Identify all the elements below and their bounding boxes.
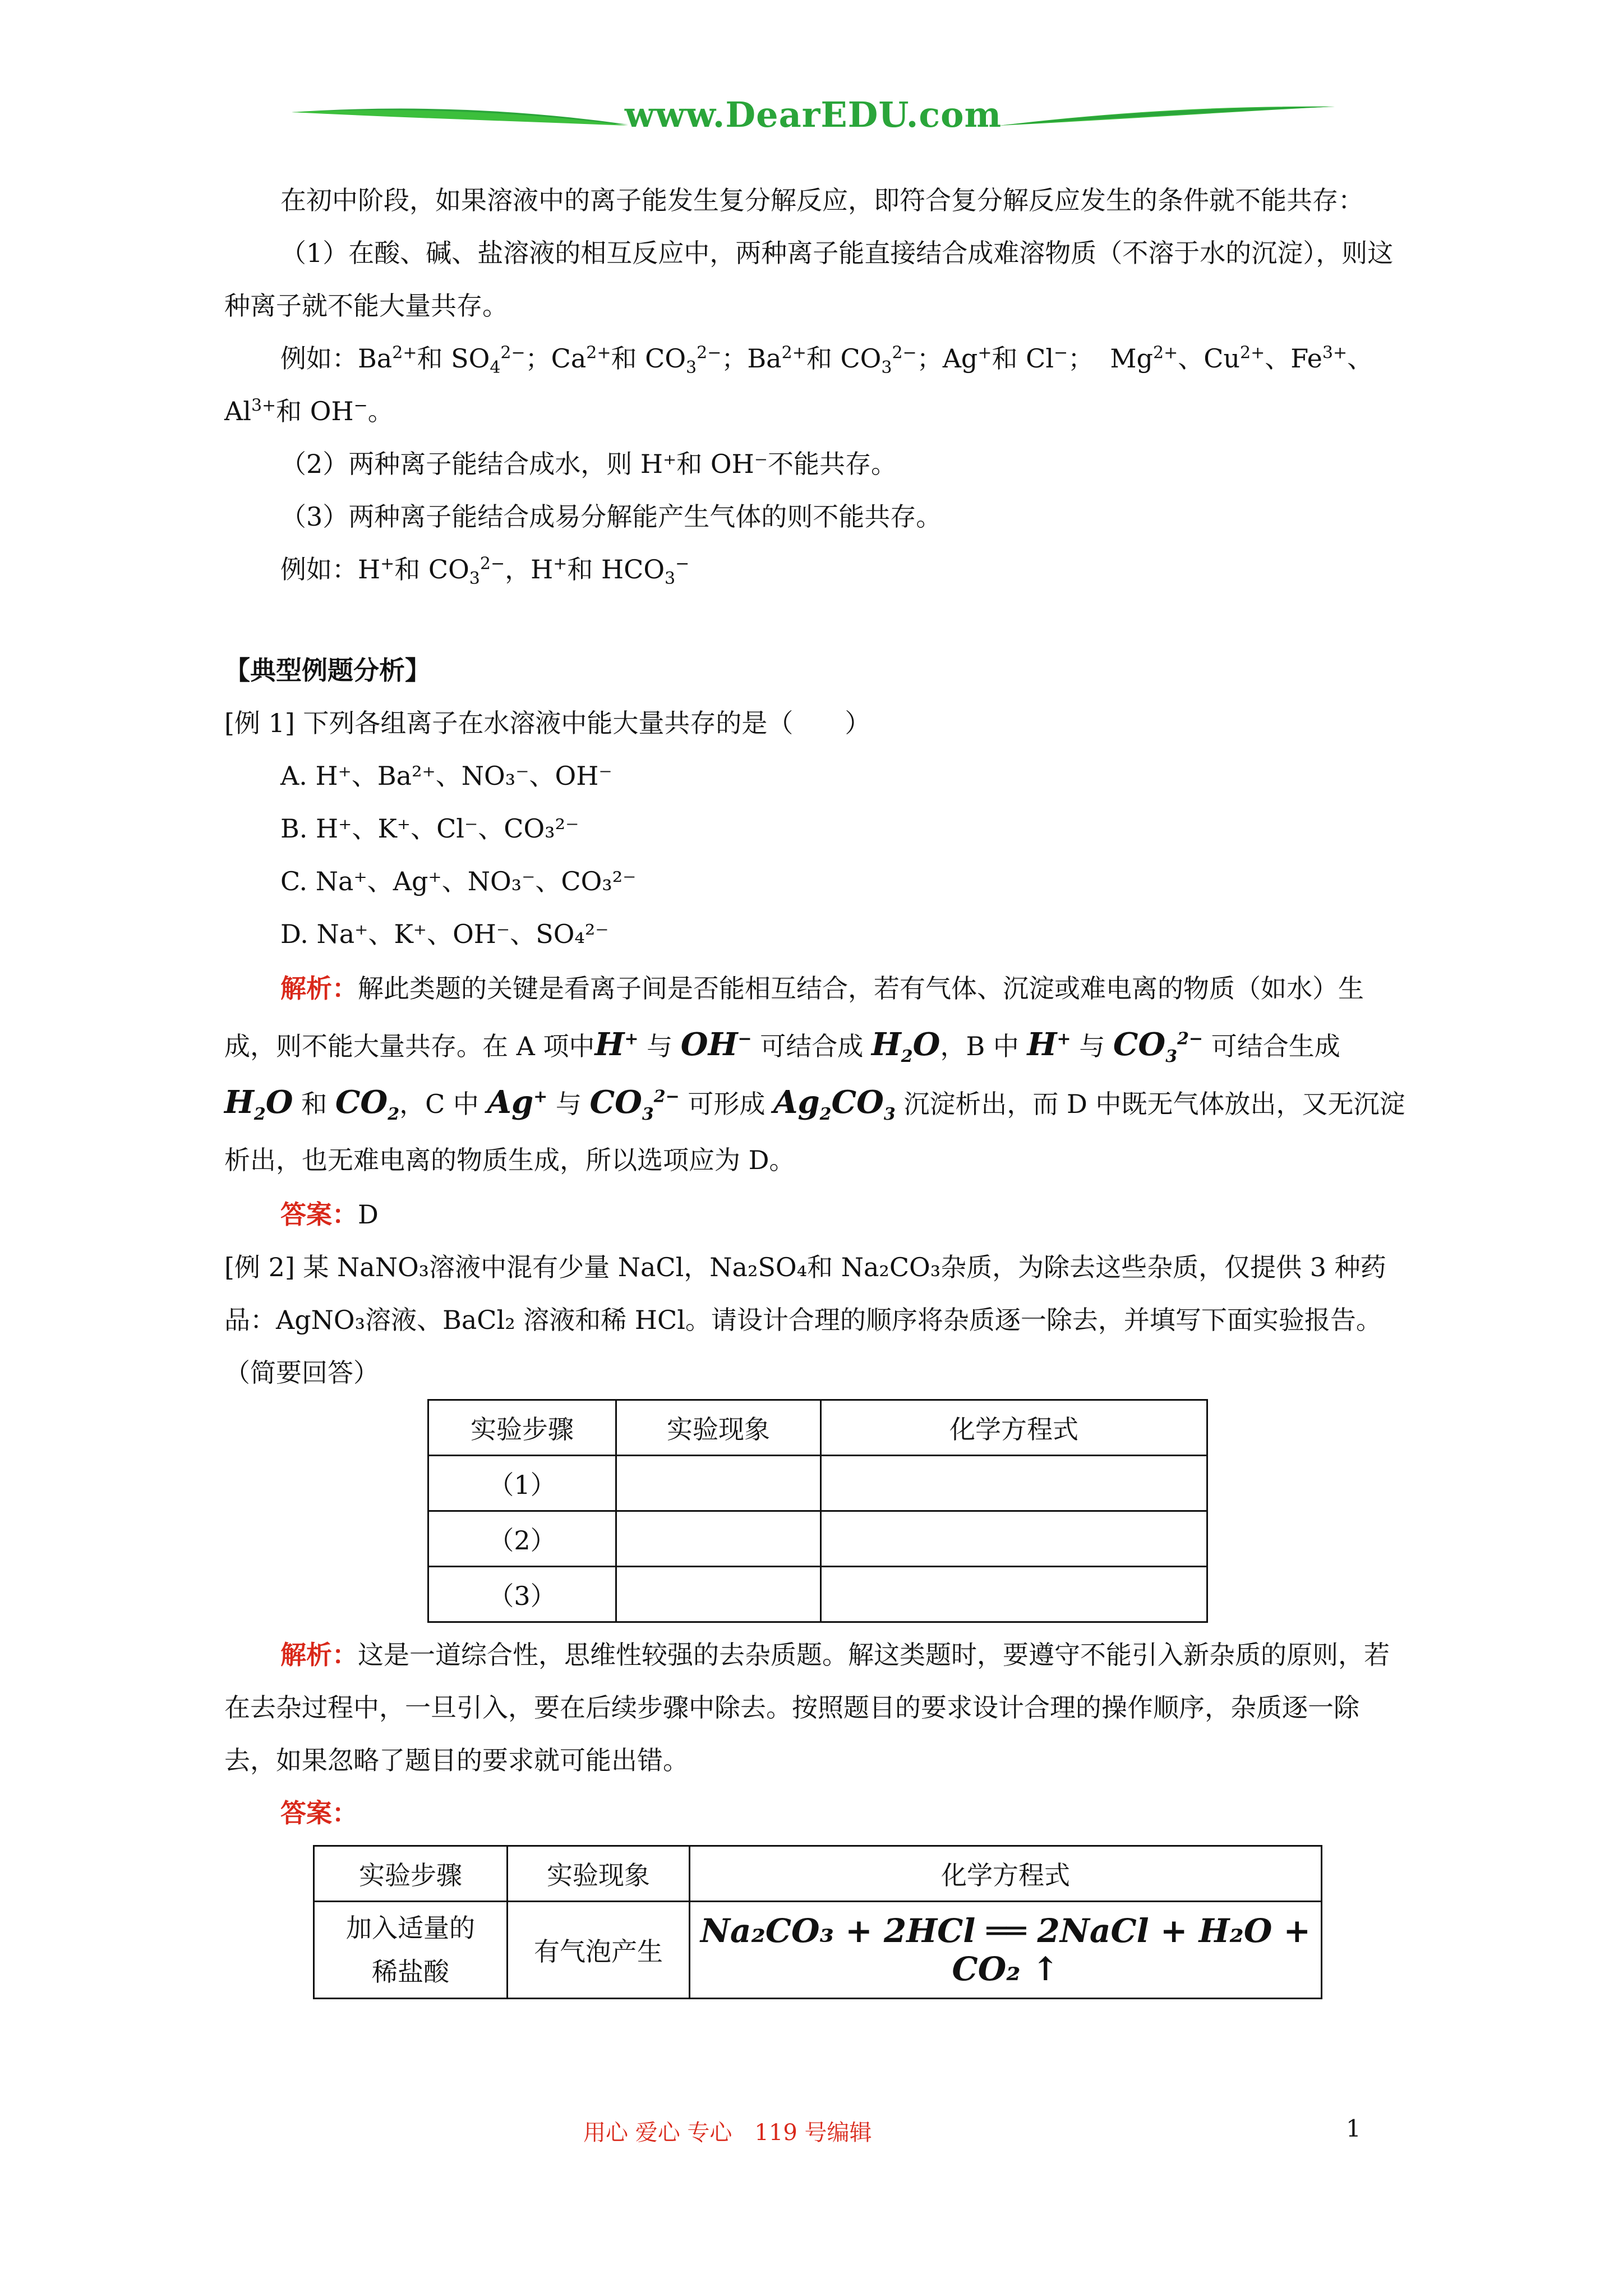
option-d: D. Na⁺、K⁺、OH⁻、SO₄²⁻: [280, 919, 609, 949]
table-row: [428, 1456, 1207, 1511]
row-step: （2）: [428, 1511, 616, 1567]
header-step: 实验步骤: [314, 1846, 508, 1902]
intro-paragraph-4: （3）两种离子能结合成易分解能产生气体的则不能共存。: [280, 501, 942, 532]
analysis-tail: 沉淀析出，而 D 中既无气体放出，又无沉淀析出，也无难电离的物质生成，所以选项应为 D。: [224, 1089, 1405, 1175]
example-1-analysis: 解析：解此类题的关键是看离子间是否能相互结合，若有气体、沉淀或难电离的物质（如水）生成，则不能大量共存。在 A 项中H+ 与 OH− 可结合成 $H_2O$，B 中 H+ 与 $CO_3^{2-}$ 可结合生成 $H_2O$ 和 $CO_2$，C 中 Ag+ 与 $CO_3^{2-}$ 可形成 $Ag_2CO_3$ 沉淀析出，而 D 中既无气体放出，又无沉淀析出，也无难电离的物质生成，所以选项应为 D。: [224, 973, 1405, 1175]
option-b: B. H⁺、K⁺、Cl⁻、CO₃²⁻: [280, 813, 579, 844]
row-equation-cell[interactable]: [821, 1511, 1207, 1567]
analysis-text: 这是一道综合性，思维性较强的去杂质题。解这类题时，要遵守不能引入新杂质的原则，若在去杂过程中，一旦引入，要在后续步骤中除去。按照题目的要求设计合理的操作顺序，杂质逐一除去，如果忽略了题目的要求就可能出错。: [224, 1640, 1390, 1775]
example-prefix: 例如：: [280, 554, 358, 585]
table-row: [428, 1511, 1207, 1567]
footer-text: 用心 爱心 专心 119 号编辑: [583, 2120, 872, 2146]
site-logo[interactable]: [292, 90, 1335, 151]
table-header-row: [314, 1846, 1322, 1902]
header-equation: 化学方程式: [821, 1400, 1207, 1456]
header-phenomenon: 实验现象: [508, 1846, 690, 1902]
option-c: C. Na⁺、Ag⁺、NO₃⁻、CO₃²⁻: [280, 866, 637, 896]
analysis-label: 解析：: [280, 1640, 358, 1670]
intro-paragraph-1: 在初中阶段，如果溶液中的离子能发生复分解反应，即符合复分解反应发生的条件就不能共存：: [280, 185, 1364, 215]
example-1-question: [例 1] 下列各组离子在水溶液中能大量共存的是（ ）: [224, 708, 871, 738]
main-content: [224, 174, 1408, 1999]
example-2-analysis: [224, 1628, 1408, 1787]
answer-phenomenon: 有气泡产生: [508, 1902, 690, 1999]
analysis-text: 解此类题的关键是看离子间是否能相互结合，若有气体、沉淀或难电离的物质（如水）生成，则不能大量共存。在 A 项中: [224, 973, 1364, 1061]
analysis-label: 解析：: [280, 973, 358, 1004]
row-equation-cell[interactable]: [821, 1456, 1207, 1511]
example-2-question: [例 2] 某 NaNO₃溶液中混有少量 NaCl，Na₂SO₄和 Na₂CO₃杂质，为除去这些杂质，仅提供 3 种药品：AgNO₃溶液、BaCl₂ 溶液和稀 HCl。请设计合理的顺序将杂质逐一除去，并填写下面实验报告。（简要回答）: [224, 1252, 1386, 1388]
option-a: A. H⁺、Ba²⁺、NO₃⁻、OH⁻: [280, 761, 612, 791]
row-phenomenon-cell[interactable]: [616, 1456, 821, 1511]
header-step: 实验步骤: [428, 1400, 616, 1456]
experiment-report-table: [427, 1399, 1208, 1623]
row-phenomenon-cell[interactable]: [616, 1511, 821, 1567]
intro-example-1: 例如：$Ba^{2+}$和 $SO_4^{2-}$；$Ca^{2+}$和 $CO_3^{2-}$；$Ba^{2+}$和 $CO_3^{2-}$；Ag+和 Cl−； $Mg^{2+}$、$Cu^{2+}$、$Fe^{3+}$、$Al^{3+}$和 OH−。: [224, 343, 1373, 426]
site-url: www.DearEDU.com: [624, 94, 1002, 135]
row-step: （1）: [428, 1456, 616, 1511]
intro-paragraph-3: （2）两种离子能结合成水，则 H⁺和 OH⁻不能共存。: [280, 449, 897, 479]
answer-label: 答案：: [280, 1798, 358, 1828]
row-equation-cell[interactable]: [821, 1567, 1207, 1622]
intro-paragraph-2: （1）在酸、碱、盐溶液的相互反应中，两种离子能直接结合成难溶物质（不溶于水的沉淀），则这种离子就不能大量共存。: [224, 238, 1394, 321]
example-2-answer-label: [224, 1787, 1408, 1839]
table-row: [314, 1902, 1322, 1999]
answer-label: 答案：: [280, 1199, 358, 1230]
example-1-answer: [224, 1188, 1408, 1241]
answer-step: 加入适量的稀盐酸: [314, 1902, 508, 1999]
answer-value: D: [358, 1199, 379, 1230]
header-equation: 化学方程式: [690, 1846, 1322, 1902]
example-prefix: 例如：: [280, 343, 358, 374]
intro-example-2: 例如：H+和 $CO_3^{2-}$，H+和 $HCO_3^-$: [280, 554, 690, 589]
answer-equation: Na₂CO₃ + 2HCl ══ 2NaCl + H₂O + CO₂ ↑: [690, 1902, 1322, 1999]
answer-table: [313, 1845, 1322, 1999]
section-title: 【典型例题分析】: [224, 655, 431, 685]
table-row: [428, 1567, 1207, 1622]
header-phenomenon: 实验现象: [616, 1400, 821, 1456]
page-number: 1: [1346, 2115, 1361, 2142]
table-header-row: [428, 1400, 1207, 1456]
row-phenomenon-cell[interactable]: [616, 1567, 821, 1622]
row-step: （3）: [428, 1567, 616, 1622]
